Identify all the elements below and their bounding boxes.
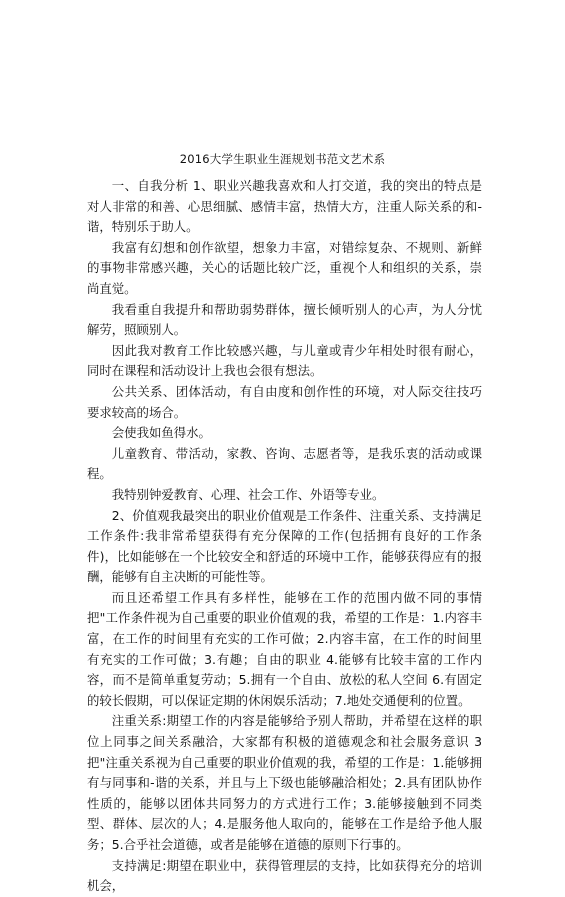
paragraph: 会使我如鱼得水。 (111, 425, 211, 441)
paragraph: 我特别钟爱教育、心理、社会工作、外语等专业。 (111, 486, 385, 502)
paragraph: 支持满足:期望在职业中，获得管理层的支持，比如获得充分的培训机会， (87, 857, 482, 894)
paragraph: 注重关系:期望工作的内容是能够给予别人帮助，并希望在这样的职位上同事之间关系融洽，大家都有积极的道德观念和社会服务意识 3 把"注重关系视为自己重要的职业价值观的我，希望的工作是：1.能够拥有与同事和-谐的关系，并且与上下级也能够融洽相处；2.具有团队协作性质的，能够以团体共同努力的方式进行工作；3.能够接触到不同类型、群体、层次的人；4.是服务他人取向的，能够在工作是给予他人服务；5.合乎社会道德，或者是能够在道德的原则下行事的。 (87, 713, 482, 852)
paragraph: 因此我对教育工作比较感兴趣，与儿童或青少年相处时很有耐心，同时在课程和活动设计上我也会很有想法。 (87, 342, 482, 379)
paragraph: 2、价值观我最突出的职业价值观是工作条件、注重关系、支持满足工作条件:我非常希望获得有充分保障的工作(包括拥有良好的工作条件)，比如能够在一个比较安全和舒适的环境中工作，能够获得应有的报酬，能够有自主决断的可能性等。 (87, 507, 482, 585)
paragraph: 而且还希望工作具有多样性，能够在工作的范围内做不同的事情把"工作条件视为自己重要的职业价值观的我，希望的工作是：1.内容丰富，在工作的时间里有充实的工作可做；2.内容丰富，在工作的时间里有充实的工作可做；3.有趣；自由的职业 4.能够有比较丰富的工作内容，而不是简单重复劳动；5.拥有一个自由、放松的私人空间 6.有固定的较长假期，可以保证定期的休闲娱乐活动；7.地处交通便利的位置。 (87, 589, 482, 708)
document-title: 2016大学生职业生涯规划书范文艺术系 (179, 152, 386, 166)
paragraph: 儿童教育、带活动，家教、咨询、志愿者等，是我乐衷的活动或课程。 (87, 445, 482, 482)
paragraph: 我看重自我提升和帮助弱势群体，擅长倾听别人的心声，为人分忧解劳，照顾别人。 (87, 301, 482, 338)
paragraph: 一、自我分析 1、职业兴趣我喜欢和人打交道，我的突出的特点是对人非常的和善、心思细腻、感情丰富，热情大方，注重人际关系的和-谐，特别乐于助人。 (87, 178, 482, 235)
paragraph: 公共关系、团体活动，有自由度和创作性的环境，对人际交往技巧要求较高的场合。 (87, 383, 482, 420)
document-body (87, 176, 482, 897)
paragraph: 我富有幻想和创作欲望，想象力丰富，对错综复杂、不规则、新鲜的事物非常感兴趣，关心的话题比较广泛，重视个人和组织的关系，崇尚直觉。 (87, 239, 482, 296)
